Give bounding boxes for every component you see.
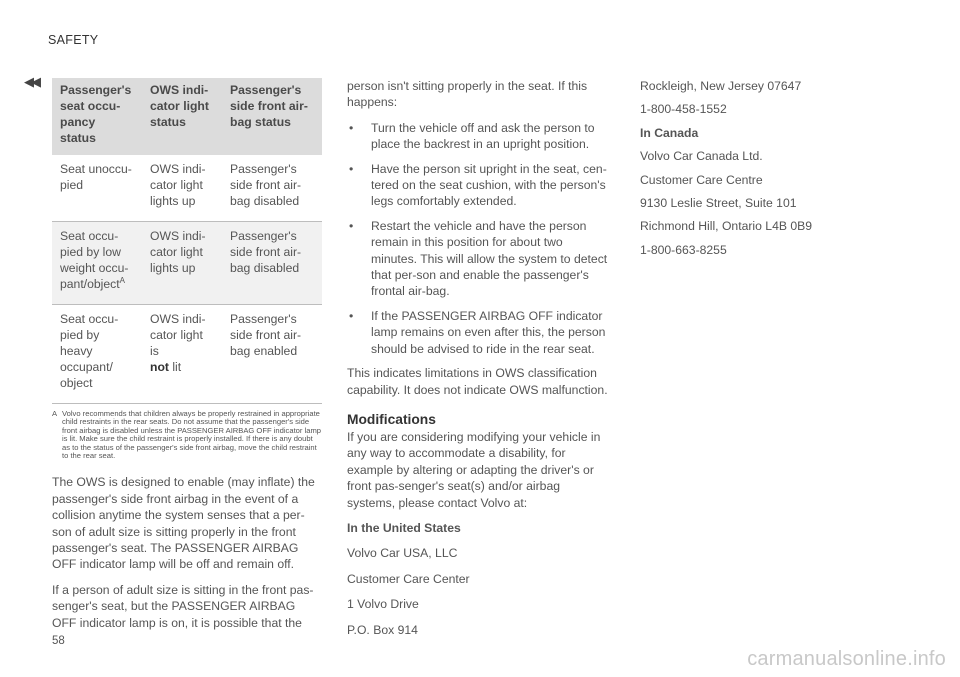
table-header-row [52, 78, 322, 155]
cell-indicator: OWS indi-cator light lights up [142, 155, 222, 222]
bullet-icon: • [349, 218, 354, 233]
list-item-text: Turn the vehicle off and ask the person to place the backrest in an upright position. [371, 120, 595, 152]
table-row [52, 222, 322, 305]
address-line: Customer Care Centre [640, 172, 763, 187]
bullet-icon: • [349, 308, 354, 323]
address-line: P.O. Box 914 [347, 622, 418, 637]
paragraph: person isn't sitting properly in the seat. If this happens: [347, 79, 588, 110]
page-number: 58 [52, 635, 65, 647]
column-left [52, 78, 322, 640]
list-item [347, 161, 610, 210]
double-chevron-left-icon[interactable]: ◀◀ [24, 74, 38, 89]
footnote-text: Volvo recommends that children always be properly restrained in appropriate child restraints in the rear seats. Do not assume that the passenger's side front airbag is disabled unless the PASSENGER AIRBAG OFF indicator lamp is lit. Make sure the child restraint is properly installed. If there is any doubt as to the status of the passenger's side front airbag, move the child restraint to the rear seat. [62, 409, 322, 461]
cell-occupancy: Seat occu-pied by heavy occupant/ object [52, 305, 142, 404]
footnote-mark: A [52, 409, 58, 418]
address-line: Volvo Car Canada Ltd. [640, 149, 763, 164]
list-item-text: If the PASSENGER AIRBAG OFF indicator lamp remains on even after this, the person should be advised to ride in the rear seat. [371, 308, 606, 356]
cell-occupancy-text: Seat occu-pied by low weight occu-pant/object [60, 229, 129, 291]
address-line: 9130 Leslie Street, Suite 101 [640, 196, 797, 211]
bullet-icon: • [349, 161, 354, 176]
header-indicator: OWS indi-cator light status [142, 78, 222, 155]
list-item [347, 308, 610, 357]
address-line: 1 Volvo Drive [347, 597, 419, 612]
paragraph: This indicates limitations in OWS classification capability. It does not indicate OWS malfunction. [347, 366, 608, 397]
cell-indicator-text-end: lit [168, 360, 182, 374]
watermark: carmanualsonline.info [747, 648, 946, 670]
cell-airbag: Passenger's side front air-bag disabled [222, 222, 322, 305]
airbag-status-table [52, 78, 322, 404]
instruction-list [347, 120, 610, 357]
section-heading-modifications: Modifications [347, 411, 436, 427]
table-footnote [52, 410, 322, 460]
list-item [347, 120, 610, 153]
table-row [52, 305, 322, 404]
list-item-text: Have the person sit upright in the seat, cen-tered on the seat cushion, with the person's legs comfortably extended. [371, 161, 607, 209]
cell-indicator [142, 305, 222, 404]
cell-occupancy [52, 222, 142, 305]
column-right [640, 78, 900, 265]
phone-number: 1-800-663-8255 [640, 242, 727, 257]
address-line: Richmond Hill, Ontario L4B 0B9 [640, 219, 813, 234]
subheading-united-states: In the United States [347, 520, 461, 535]
header-airbag: Passenger's side front air-bag status [222, 78, 322, 155]
footnote-reference[interactable]: A [119, 275, 125, 285]
paragraph: If a person of adult size is sitting in the front pas-senger's seat, but the PASSENGER AIRBAG OFF indicator lamp is on, it is possible that the [52, 582, 314, 630]
bullet-icon: • [349, 120, 354, 135]
cell-indicator-text: OWS indi-cator light is [150, 312, 206, 358]
subheading-canada: In Canada [640, 125, 699, 140]
phone-number: 1-800-458-1552 [640, 102, 727, 117]
column-middle [347, 78, 610, 647]
cell-indicator: OWS indi-cator light lights up [142, 222, 222, 305]
list-item [347, 218, 610, 300]
list-item-text: Restart the vehicle and have the person remain in this position for about two minutes. This will allow the system to detect that per-son and enable the passenger's frontal air-bag. [371, 218, 608, 299]
cell-airbag: Passenger's side front air-bag disabled [222, 155, 322, 222]
emphasis-not: not [150, 360, 169, 374]
address-line: Rockleigh, New Jersey 07647 [640, 79, 802, 93]
section-title: SAFETY [48, 33, 99, 47]
address-line: Customer Care Center [347, 571, 470, 586]
paragraph: The OWS is designed to enable (may inflate) the passenger's side front airbag in the event of a collision anytime the system senses that a per-son of adult size is sitting properly in the front passenger's seat. The PASSENGER AIRBAG OFF indicator lamp will be off and remain off. [52, 475, 315, 572]
table-row [52, 155, 322, 222]
address-line: Volvo Car USA, LLC [347, 546, 458, 561]
cell-airbag: Passenger's side front air-bag enabled [222, 305, 322, 404]
cell-occupancy: Seat unoccu-pied [52, 155, 142, 222]
paragraph: If you are considering modifying your vehicle in any way to accommodate a disability, for example by altering or adapting the driver's or front pas-senger's seat(s) and/or airbag systems, please contact Volvo at: [347, 429, 601, 510]
header-occupancy: Passenger's seat occu-pancy status [52, 78, 142, 155]
